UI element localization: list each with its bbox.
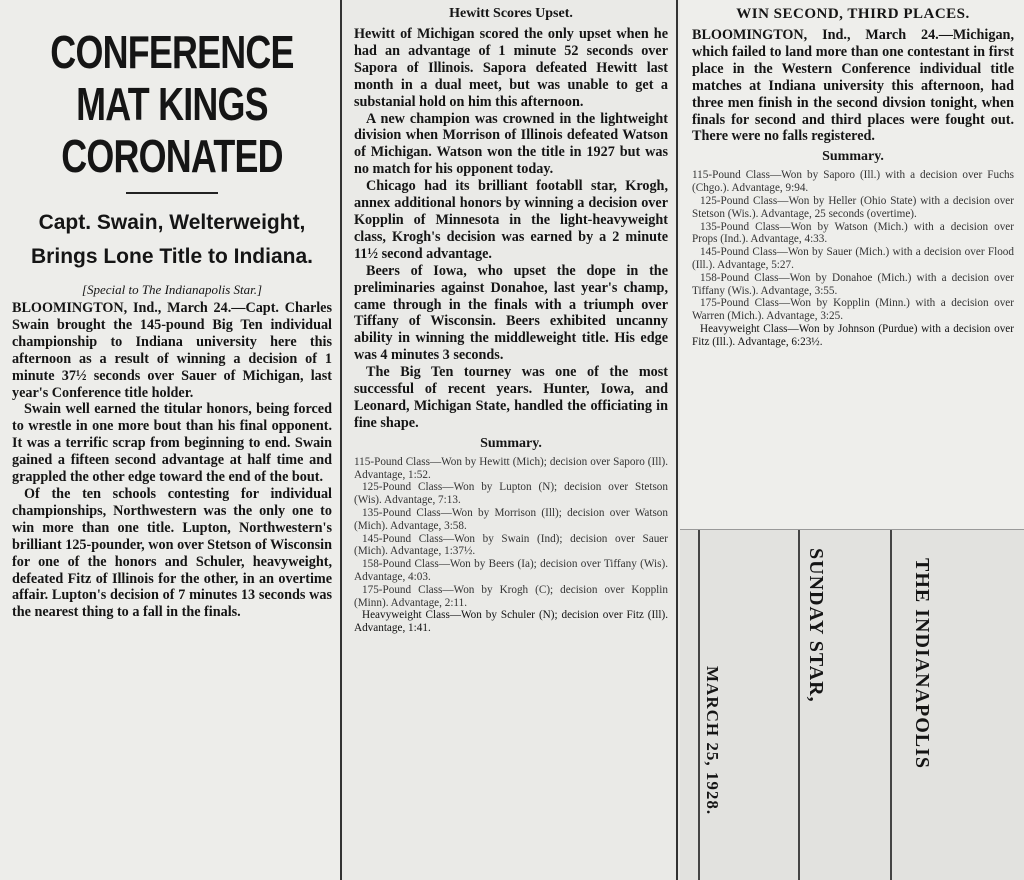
article-paragraph-3: Of the ten schools contesting for individual championships, Northwestern was the only one to win more than one title. Lupton, Northwestern's brilliant 125-pounder, won over Stetson of Wisconsin for one of the honors and Schuler, heavyweight, defeated Fitz of Illinois for the other, in an overtime affair. Lupton's decision of 7 minutes 13 seconds was the nearest thing to a fall in the finals. <box>12 485 332 621</box>
summary-list <box>692 169 1014 348</box>
summary-item: 135-Pound Class—Won by Watson (Mich.) with a decision over Props (Ind.). Advantage, 4:33. <box>692 220 1014 246</box>
special-credit: [Special to The Indianapolis Star.] <box>81 282 263 297</box>
headline-rule <box>126 192 218 194</box>
summary-item: 145-Pound Class—Won by Swain (Ind); decision over Sauer (Mich). Advantage, 1:37½. <box>354 532 668 558</box>
middle-paragraph-2: A new champion was crowned in the lightweight division when Morrison of Illinois defeated Watson of Michigan. Watson won the title in 1927 but was no match for his opponent today. <box>354 110 668 178</box>
summary-title: Summary. <box>822 149 884 165</box>
left-column <box>0 0 342 880</box>
masthead-rule <box>698 530 700 880</box>
second-third-headline: WIN SECOND, THIRD PLACES. <box>736 6 970 22</box>
summary-list <box>354 456 668 635</box>
right-paragraph: BLOOMINGTON, Ind., March 24.—Michigan, which failed to land more than one contestant in first place in the Western Conference individual title matches at Indiana university this afternoon, had three men finish in the second divsion tonight, when finals for second and third places were fought out. There were no falls registered. <box>692 27 1014 145</box>
masthead-rule <box>798 530 800 880</box>
summary-item: Heavyweight Class—Won by Johnson (Purdue) with a decision over Fitz (Ill.). Advantage, 6:23½. <box>692 322 1014 348</box>
middle-paragraph-3: Chicago had its brilliant footabll star, Krogh, annex additional honors by winning a decision over Kopplin of Minnesota in the light-heavyweight class, Krogh's decision was earned by a 2 minute 11½ second advantage. <box>354 178 668 262</box>
summary-title: Summary. <box>480 435 542 451</box>
summary-item: 158-Pound Class—Won by Donahoe (Mich.) with a decision over Tiffany (Wis.). Advantage, 3:55. <box>692 271 1014 297</box>
summary-item: 125-Pound Class—Won by Lupton (N); decision over Stetson (Wis). Advantage, 7:13. <box>354 481 668 507</box>
summary-item: 115-Pound Class—Won by Saporo (Ill.) with a decision over Fuchs (Chgo.). Advantage, 9:94. <box>692 169 1014 195</box>
deck-headline: Capt. Swain, Welterweight, Brings Lone Title to Indiana. <box>31 211 313 268</box>
subhead-hewitt: Hewitt Scores Upset. <box>449 6 573 21</box>
masthead-paper-name: THE INDIANAPOLIS <box>911 558 933 770</box>
summary-item: 135-Pound Class—Won by Morrison (Ill); decision over Watson (Mich). Advantage, 3:58. <box>354 506 668 532</box>
article-paragraph-2: Swain well earned the titular honors, being forced to wrestle in one more bout than his final opponent. It was a terrific scrap from beginning to end. Swain gained a fifteen second advantage at half time and grappled the other edge toward the end of the bout. <box>12 401 332 486</box>
masthead-section: SUNDAY STAR, <box>805 548 827 703</box>
summary-item: 115-Pound Class—Won by Hewitt (Mich); decision over Saporo (Ill). Advantage, 1:52. <box>354 455 668 481</box>
middle-paragraph-1: Hewitt of Michigan scored the only upset when he had an advantage of 1 minute 52 seconds over Sapora of Illinois. Sapora defeated Hewitt last month in a dual meet, but was unable to get a substanial hold on him this afternoon. <box>354 26 668 110</box>
middle-column <box>344 0 678 880</box>
middle-paragraph-4: Beers of Iowa, who upset the dope in the preliminaries against Donahoe, last year's champ, came through in the finals with a triumph over Tiffany of Wisconsin. Beers exhibited uncanny ability in winning the middleweight title. His edge was 4 minutes 3 seconds. <box>354 262 668 364</box>
masthead-clipping <box>680 530 1024 880</box>
summary-item: 158-Pound Class—Won by Beers (Ia); decision over Tiffany (Wis). Advantage, 4:03. <box>354 558 668 583</box>
summary-item: Heavyweight Class—Won by Schuler (N); decision over Fitz (Ill). Advantage, 1:41. <box>354 609 668 635</box>
middle-paragraph-5: The Big Ten tourney was one of the most successful of recent years. Hunter, Iowa, and Leonard, Michigan State, handled the officiating in fine shape. <box>354 364 668 431</box>
main-headline: CONFERENCE MAT KINGS CORONATED <box>50 26 294 182</box>
summary-item: 175-Pound Class—Won by Kopplin (Minn.) with a decision over Warren (Mich.). Advantage, 3:25. <box>692 297 1014 323</box>
right-column <box>680 0 1024 530</box>
summary-item: 125-Pound Class—Won by Heller (Ohio State) with a decision over Stetson (Wis.). Advantage, 25 seconds (overtime). <box>692 194 1014 220</box>
article-paragraph-1: BLOOMINGTON, Ind., March 24.—Capt. Charles Swain brought the 145-pound Big Ten individual championship to Indiana university here this afternoon as a result of winning a decision of 1 minute 37½ seconds over Sauer of Michigan, last year's Conference title holder. <box>12 300 332 401</box>
summary-item: 145-Pound Class—Won by Sauer (Mich.) with a decision over Flood (Ill.). Advantage, 5:27. <box>692 246 1014 271</box>
summary-item: 175-Pound Class—Won by Krogh (C); decision over Kopplin (Minn). Advantage, 2:11. <box>354 583 668 609</box>
masthead-rule <box>890 530 892 880</box>
masthead-date: MARCH 25, 1928. <box>703 666 722 816</box>
